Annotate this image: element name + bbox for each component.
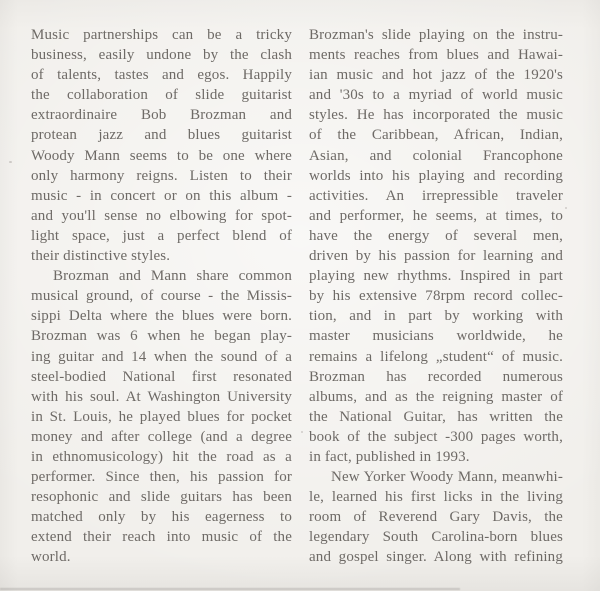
text-line: the collaboration of slide guitarist (31, 87, 292, 104)
text-line: tion, and in part by working with (309, 308, 563, 325)
text-line: albums, and as the reigning master of (309, 388, 563, 405)
text-line: legendary South Carolina-born blues (309, 529, 563, 546)
text-line: have the energy of several men, (309, 227, 563, 244)
text-line: New Yorker Woody Mann, meanwhi- (331, 469, 563, 486)
text-line: Woody Mann seems to be one where (31, 147, 292, 164)
text-line: in St. Louis, he played blues for pocket (31, 408, 292, 425)
text-line: ments reaches from blues and Hawai- (309, 47, 563, 64)
text-line: remains a lifelong „student“ of music. (309, 348, 563, 365)
text-line: music - in concert or on this album - (31, 187, 292, 204)
text-line: by his extensive 78rpm record collec- (309, 288, 563, 305)
text-line: business, easily undone by the clash (31, 47, 292, 64)
scan-speck (301, 431, 303, 433)
paragraph (31, 266, 292, 567)
text-line: with his soul. At Washington University (31, 388, 292, 405)
text-line: of the Caribbean, African, Indian, (309, 127, 563, 144)
text-line: protean jazz and blues guitarist (31, 127, 292, 144)
text-line: driven by his passion for learning and (309, 248, 563, 265)
text-column-left (31, 25, 292, 568)
text-line: in fact, published in 1993. (309, 448, 470, 465)
text-line: world. (31, 549, 71, 566)
text-line: matched only by his eagerness to (31, 509, 292, 526)
text-line: book of the subject -300 pages worth, (309, 428, 563, 445)
text-line: performer. Since then, his passion for (31, 469, 292, 486)
text-line: Brozman was 6 when he began play- (31, 328, 292, 345)
text-line: master musicians worldwide, he (309, 328, 563, 345)
text-line: room of Reverend Gary Davis, the (309, 509, 563, 526)
text-line: extraordinaire Bob Brozman and (31, 107, 292, 124)
text-line: sippi Delta where the blues were born. (31, 308, 292, 325)
scan-speck (9, 161, 12, 163)
text-line: and gospel singer. Along with refining (309, 549, 563, 566)
text-line: Asian, and colonial Francophone (309, 147, 563, 164)
paragraph (309, 25, 563, 467)
text-line: light space, just a perfect blend of (31, 227, 292, 244)
paragraph (309, 467, 563, 567)
text-line: the National Guitar, has written the (309, 408, 563, 425)
text-line: Brozman and Mann share common (53, 268, 292, 285)
text-line: resophonic and slide guitars has been (31, 489, 292, 506)
text-line: only harmony reigns. Listen to their (31, 167, 292, 184)
text-line: le, learned his first licks in the living (309, 489, 563, 506)
text-line: of talents, tastes and egos. Happily (31, 67, 292, 84)
text-line: musical ground, of course - the Missis- (31, 288, 292, 305)
text-line: playing new rhythms. Inspired in part (309, 268, 563, 285)
text-line: Music partnerships can be a tricky (31, 27, 292, 43)
text-line: and performer, he seems, at times, to (309, 207, 563, 224)
paragraph (31, 25, 292, 266)
text-line: and '30s to a myriad of world music (309, 87, 563, 104)
text-line: their distinctive styles. (31, 248, 171, 265)
text-line: extend their reach into music of the (31, 529, 292, 546)
text-line: Brozman has recorded numerous (309, 368, 563, 385)
text-line: ian music and hot jazz of the 1920's (309, 67, 563, 84)
text-line: in ethnomusicology) hit the road as a (31, 448, 292, 465)
text-line: and you'll sense no elbowing for spot- (31, 207, 292, 224)
text-line: worlds into his playing and recording (309, 167, 563, 184)
text-column-right (309, 25, 563, 568)
text-line: activities. An irrepressible traveler (309, 187, 563, 204)
text-line: Brozman's slide playing on the instru- (309, 27, 563, 43)
scan-speck (565, 207, 567, 209)
text-line: ing guitar and 14 when the sound of a (31, 348, 292, 365)
text-line: money and after college (and a degree (31, 428, 292, 445)
text-line: steel-bodied National first resonated (31, 368, 292, 385)
text-line: styles. He has incorporated the music (309, 107, 563, 124)
